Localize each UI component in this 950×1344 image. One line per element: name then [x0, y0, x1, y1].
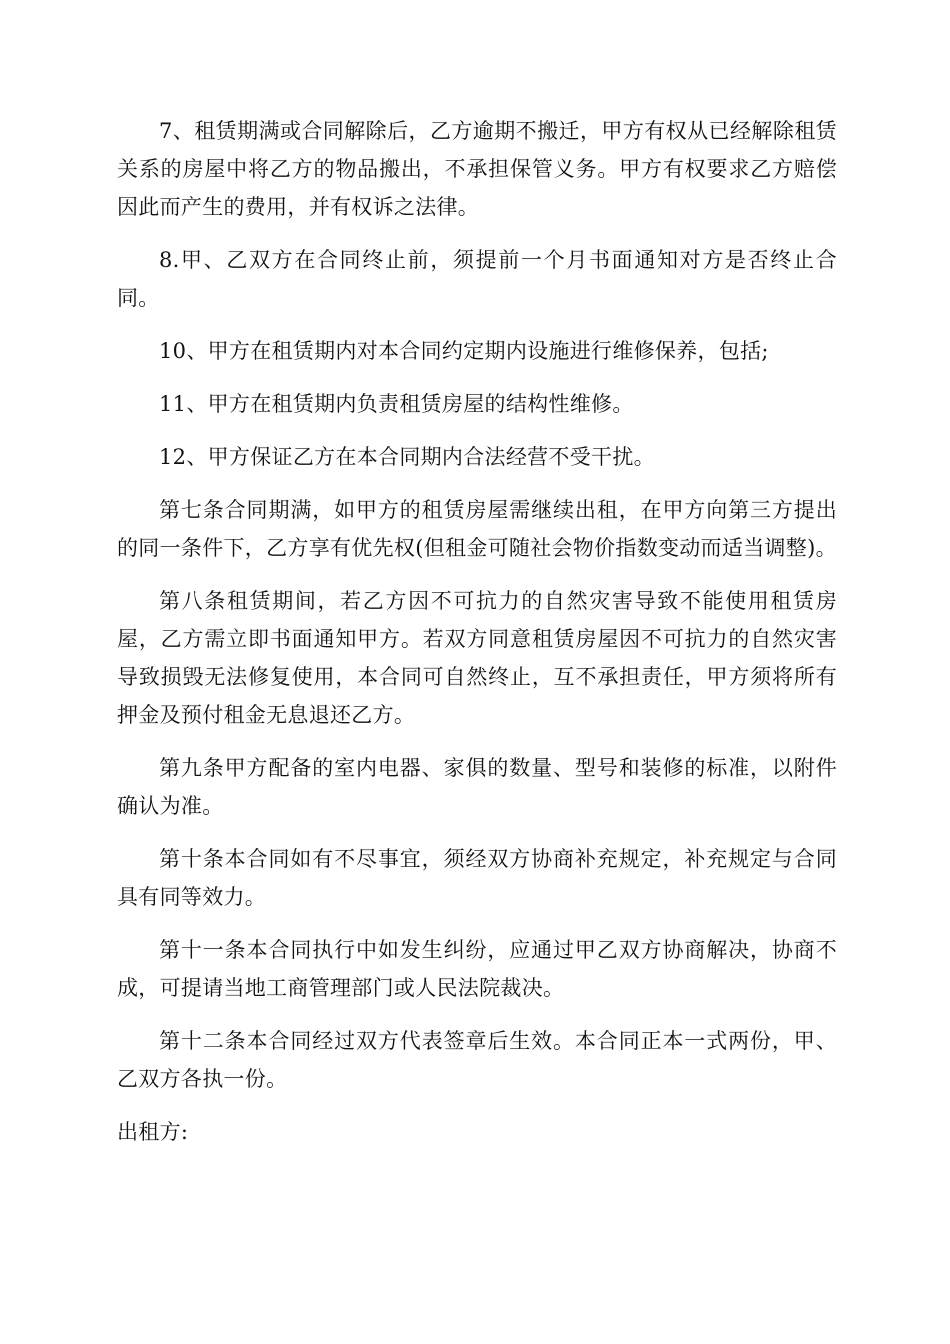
document-page: [117, 112, 837, 1166]
article-9-paragraph: 第九条甲方配备的室内电器、家俱的数量、型号和装修的标准，以附件确认为准。: [117, 756, 837, 818]
article-12-paragraph: 第十二条本合同经过双方代表签章后生效。本合同正本一式两份，甲、乙双方各执一份。: [117, 1029, 837, 1091]
article-7-paragraph: 第七条合同期满，如甲方的租赁房屋需继续出租，在甲方向第三方提出的同一条件下，乙方享有优先权(但租金可随社会物价指数变动而适当调整)。: [117, 498, 837, 560]
clause-11-paragraph: 11、甲方在租赁期内负责租赁房屋的结构性维修。: [159, 392, 634, 416]
clause-8-paragraph: 8.甲、乙双方在合同终止前，须提前一个月书面通知对方是否终止合同。: [117, 248, 837, 310]
article-8-paragraph: 第八条租赁期间，若乙方因不可抗力的自然灾害导致不能使用租赁房屋，乙方需立即书面通知甲方。若双方同意租赁房屋因不可抗力的自然灾害导致损毁无法修复使用，本合同可自然终止，互不承担责任，甲方须将所有押金及预付租金无息退还乙方。: [117, 589, 837, 727]
clause-10-paragraph: 10、甲方在租赁期内对本合同约定期内设施进行维修保养，包括;: [159, 339, 769, 363]
clause-12-paragraph: 12、甲方保证乙方在本合同期内合法经营不受干扰。: [159, 445, 655, 469]
article-11-paragraph: 第十一条本合同执行中如发生纠纷，应通过甲乙双方协商解决，协商不成，可提请当地工商管理部门或人民法院裁决。: [117, 938, 837, 1000]
clause-7-paragraph: 7、租赁期满或合同解除后，乙方逾期不搬迁，甲方有权从已经解除租赁关系的房屋中将乙方的物品搬出，不承担保管义务。甲方有权要求乙方赔偿因此而产生的费用，并有权诉之法律。: [117, 119, 837, 219]
article-10-paragraph: 第十条本合同如有不尽事宜，须经双方协商补充规定，补充规定与合同具有同等效力。: [117, 847, 837, 909]
lessor-signature-label: 出租方:: [117, 1120, 189, 1144]
